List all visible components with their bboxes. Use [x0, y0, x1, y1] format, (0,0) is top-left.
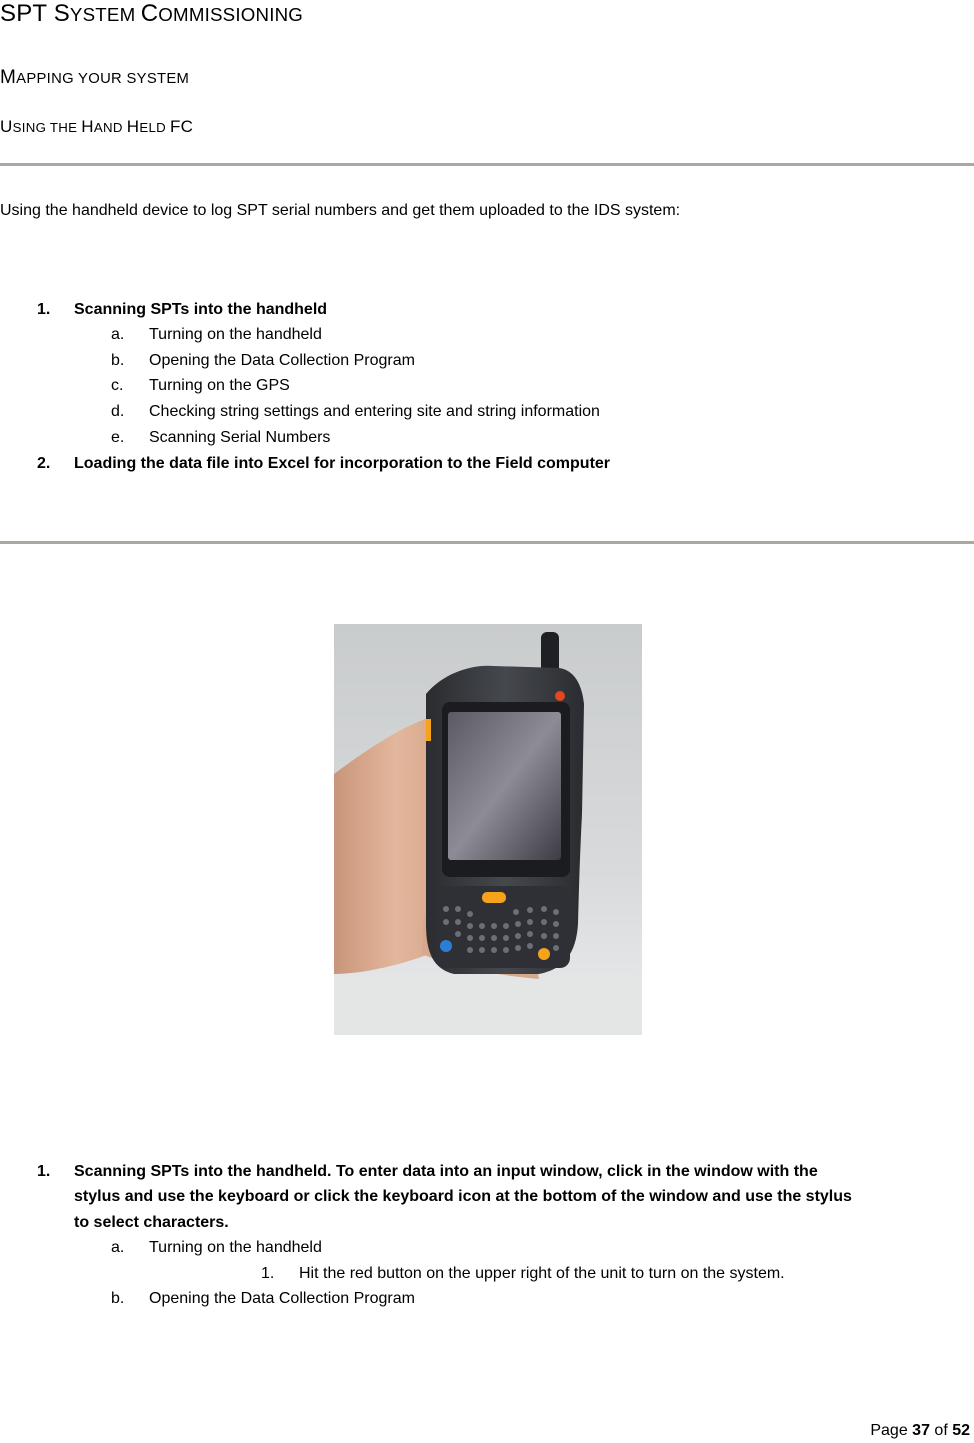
handheld-device-illustration: [334, 624, 642, 1035]
subsection-heading-handheld: USING THE HAND HELD FC: [0, 117, 194, 136]
section-step-1-label: Hit the red button on the upper right of the unit to turn on the system.: [299, 1265, 785, 1282]
toc-item-2-number: 2.: [37, 455, 51, 472]
top-divider: [0, 163, 974, 166]
section-item-1-number: 1.: [37, 1163, 51, 1180]
toc-sub-e-number: e.: [111, 429, 125, 446]
current-page: 37: [912, 1422, 930, 1439]
toc-sub-e-label: Scanning Serial Numbers: [149, 429, 331, 446]
section-heading-mapping: MAPPING YOUR SYSTEM: [0, 67, 190, 88]
handheld-device-photo: [334, 624, 642, 1035]
section-step-1-number: 1.: [261, 1265, 275, 1282]
section-sub-a-label: Turning on the handheld: [149, 1239, 322, 1256]
section-scanning: [0, 1159, 974, 1319]
document-title: SPT SYSTEM COMMISSIONING: [0, 0, 304, 27]
bottom-divider: [0, 541, 974, 544]
toc-item-1-label: Scanning SPTs into the handheld: [74, 301, 328, 318]
intro-paragraph: Using the handheld device to log SPT serial numbers and get them uploaded to the IDS system:: [0, 202, 681, 219]
toc-sub-b-label: Opening the Data Collection Program: [149, 352, 415, 369]
page-number-footer: Page 37 of 52: [870, 1422, 970, 1439]
toc-sub-c-number: c.: [111, 377, 124, 394]
toc-item-2-label: Loading the data file into Excel for incorporation to the Field computer: [74, 455, 611, 472]
toc-sub-d-number: d.: [111, 403, 125, 420]
section-sub-a-number: a.: [111, 1239, 125, 1256]
section-sub-b-label: Opening the Data Collection Program: [149, 1290, 415, 1307]
toc-list: [0, 297, 974, 487]
toc-sub-a-number: a.: [111, 326, 125, 343]
toc-item-1-number: 1.: [37, 301, 51, 318]
toc-sub-c-label: Turning on the GPS: [149, 377, 290, 394]
section-sub-b-number: b.: [111, 1290, 125, 1307]
total-pages: 52: [952, 1422, 970, 1439]
toc-sub-d-label: Checking string settings and entering site and string information: [149, 403, 600, 420]
section-item-1-line1: Scanning SPTs into the handheld. To enter data into an input window, click in the window with the: [74, 1163, 818, 1180]
section-item-1-line3: to select characters.: [74, 1214, 229, 1231]
toc-sub-b-number: b.: [111, 352, 125, 369]
section-item-1-line2: stylus and use the keyboard or click the keyboard icon at the bottom of the window and use the stylus: [74, 1188, 852, 1205]
toc-sub-a-label: Turning on the handheld: [149, 326, 322, 343]
